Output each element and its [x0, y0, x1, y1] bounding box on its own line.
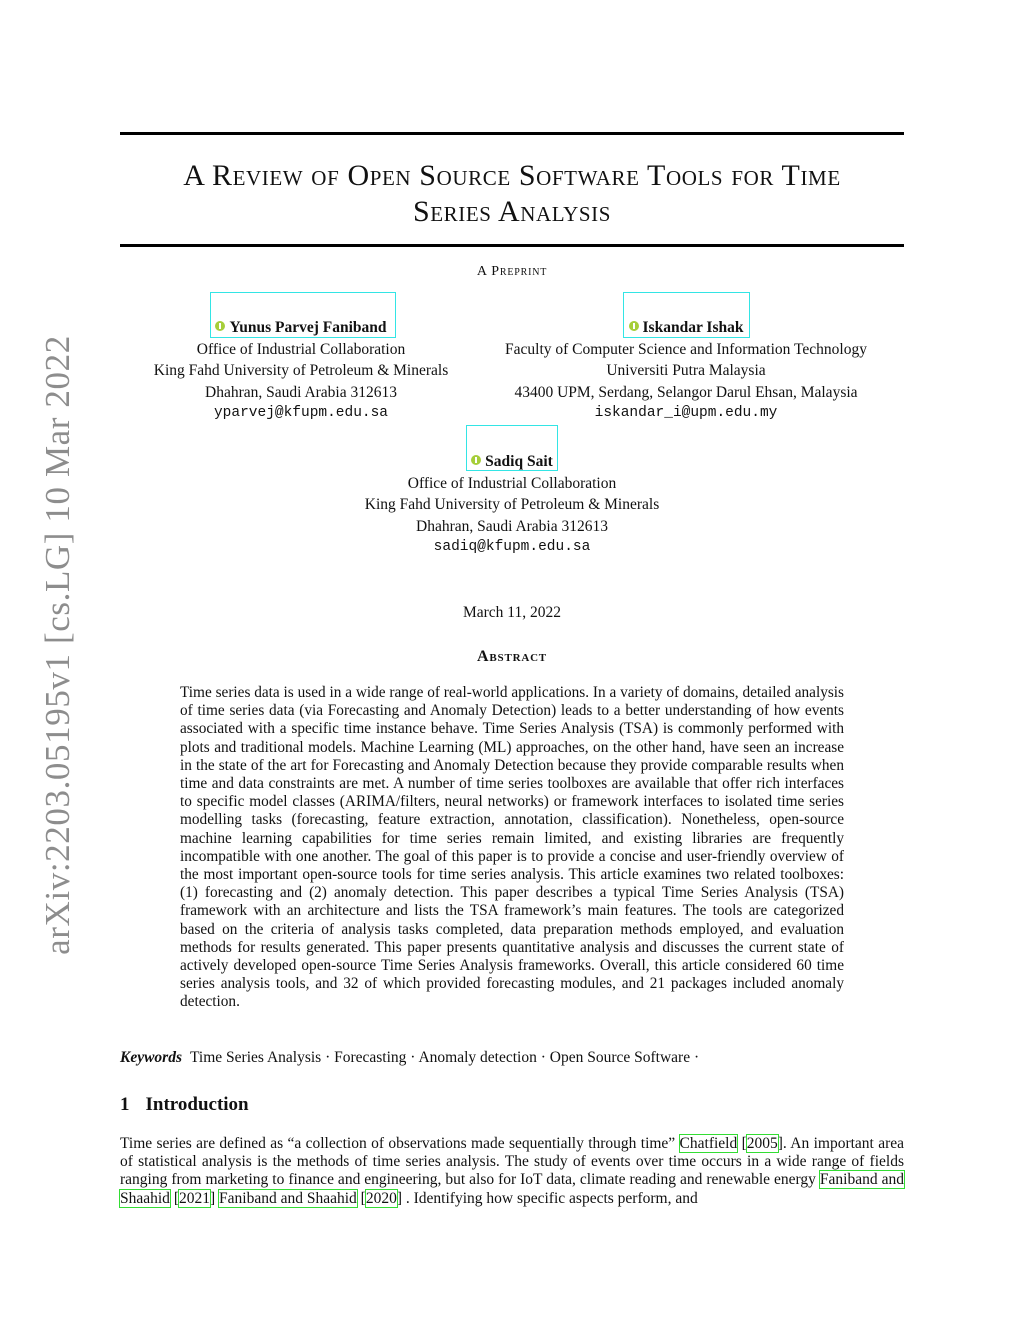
- arxiv-identifier: arXiv:2203.05195v1 [cs.LG] 10 Mar 2022: [38, 335, 77, 955]
- title-line-1: A Review of Open Source Software Tools for Time: [183, 159, 841, 192]
- section-heading-introduction: [120, 1094, 249, 1116]
- author-email: yparvej@kfupm.edu.sa: [213, 405, 389, 421]
- paragraph-text: . Identifying how specific aspects perform, and: [402, 1189, 698, 1207]
- citation-link-year[interactable]: 2020: [365, 1189, 397, 1207]
- paragraph-text: Time series are defined as “a collection of observations made sequentially through time”: [120, 1135, 680, 1152]
- citation-link-author[interactable]: Chatfield: [679, 1135, 738, 1152]
- author-institution: King Fahd University of Petroleum & Minerals: [364, 496, 660, 513]
- preprint-label: A Preprint: [476, 264, 548, 279]
- author-affiliation: Office of Industrial Collaboration: [196, 340, 406, 358]
- title-rule-top: [120, 132, 904, 135]
- paper-title: [120, 158, 904, 230]
- author-affiliation: Office of Industrial Collaboration: [407, 474, 617, 492]
- keywords-text: Time Series Analysis · Forecasting · Anomaly detection · Open Source Software ·: [190, 1049, 700, 1066]
- abstract-text: Time series data is used in a wide range of real-world applications. In a variety of domains, detailed analysis of time series data (via Forecasting and Anomaly Detection) leads to a better understanding of how events associated with a specific time instance behave. Time Series Analysis (TSA) is commonly performed with plots and traditional models. Machine Learning (ML) approaches, on the other hand, have seen an increase in the state of the art for Forecasting and Anomaly Detection because they provide comparable results when time and data constraints are met. A number of time series toolboxes are available that offer rich interfaces to specific model classes (ARIMA/filters, neural networks) or framework interfaces to isolated time series modelling tasks (forecasting, feature extraction, annotation, classification). Nonetheless, open-source machine learning capabilities for time series remain limited, and existing libraries are frequently incompatible with one another. The goal of this paper is to provide a concise and user-friendly overview of the most important open-source tools for time series analysis. This article examines two related toolboxes: (1) forecasting and (2) anomaly detection. This paper describes a typical Time Series Analysis (TSA) framework with an architecture and lists the TSA framework’s main features. The tools are categorized based on the criteria of analysis tasks completed, data preparation methods employed, and evaluation methods for results generated. This paper presents quantitative analysis and discusses the current state of actively developed open-source Time Series Analysis frameworks. Overall, this article considered 60 time series analysis tools, and 32 of which provided forecasting modules, and 21 packages included anomaly detection.: [180, 684, 844, 1011]
- author-link-box[interactable]: [623, 292, 750, 338]
- citation-link-author[interactable]: Faniband and Shaahid: [120, 1171, 904, 1207]
- author-location: Dhahran, Saudi Arabia 312613: [205, 383, 397, 401]
- author-link-box[interactable]: [466, 425, 558, 471]
- introduction-paragraph: Time series are defined as “a collection of observations made sequentially through time” Chatfield [2005]. An important area of statistical analysis is the methods of time series analysis. The study of events over time occurs in a wide range of fields ranging from marketing to finance and engineering, but also for IoT data, climate reading and renewable energy Faniband and Shaahid [2021] Faniband and Shaahid [2020] . Identifying how specific aspects perform, and: [120, 1135, 904, 1207]
- section-number: 1: [120, 1094, 130, 1115]
- author-institution: King Fahd University of Petroleum & Minerals: [153, 362, 449, 379]
- citation-link-author[interactable]: Faniband and Shaahid: [219, 1189, 357, 1207]
- publication-date: March 11, 2022: [462, 604, 561, 621]
- author-email: sadiq@kfupm.edu.sa: [433, 539, 591, 555]
- keywords-label: Keywords: [120, 1049, 182, 1066]
- author-location: Dhahran, Saudi Arabia 312613: [416, 517, 608, 535]
- author-name: Iskandar Ishak: [642, 319, 744, 336]
- author-name: Yunus Parvej Faniband: [229, 319, 387, 336]
- author-location: 43400 UPM, Serdang, Selangor Darul Ehsan, Malaysia: [514, 383, 858, 401]
- author-link-box[interactable]: [210, 292, 396, 338]
- author-email: iskandar_i@upm.edu.my: [594, 405, 778, 421]
- section-title: Introduction: [145, 1094, 249, 1115]
- author-affiliation: Faculty of Computer Science and Information Technology: [505, 340, 867, 358]
- citation-link-year[interactable]: 2021: [178, 1189, 210, 1207]
- author-name: Sadiq Sait: [485, 453, 553, 470]
- author-institution: Universiti Putra Malaysia: [606, 362, 766, 379]
- citation-link-year[interactable]: 2005: [746, 1135, 778, 1152]
- title-line-2: Series Analysis: [412, 195, 612, 228]
- paragraph-text: . An important area of statistical analysis is the methods of time series analysis. The study of events over time occurs in a wide range of fields ranging from marketing to finance and engineering, but also for IoT data, climate reading and renewable energy: [120, 1135, 904, 1189]
- keywords-line: [120, 1049, 904, 1067]
- abstract-heading: Abstract: [477, 648, 547, 665]
- title-rule-bottom: [120, 244, 904, 247]
